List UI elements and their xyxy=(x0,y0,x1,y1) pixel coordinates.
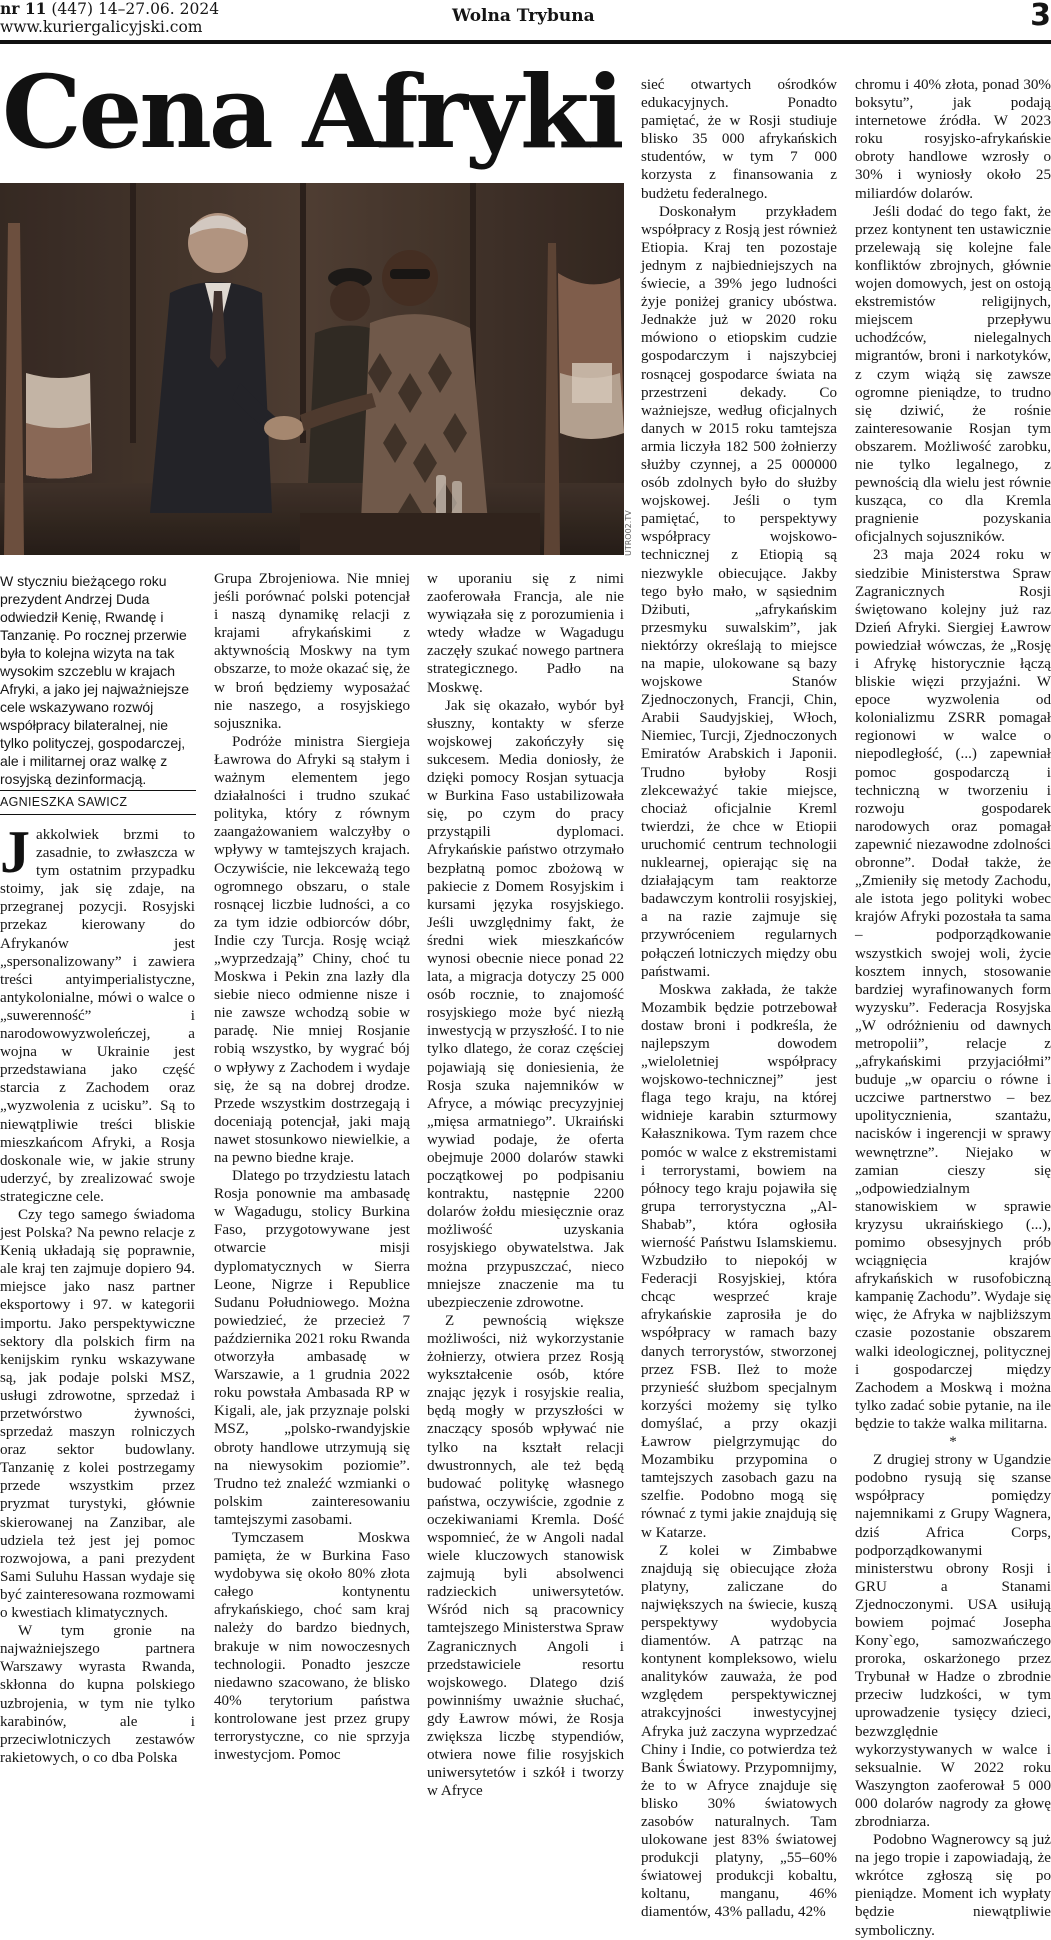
byline-rule-top xyxy=(0,790,196,791)
issue-number: nr 11 xyxy=(0,0,47,18)
col1-p1-text: akkolwiek brzmi to zasadnie, to zwłaszcza w tym ostatnim przypadku stoimy, jak się zdaje, na przegranej pozycji. Rosyjski przekaz kierowany do Afrykanów jest „spersonalizowany” i zawiera treści antyimperialistyczne, antykolonialne, mówi o walce o „suwerenność” i narodowowyzwoleńczej, a wojna w Ukrainie jest przedstawiana jako część starcia z Zachodem oraz „wyzwolenia z ucisku”. Są to niewątpliwie treści bliskie mieszkańcom Afryki, a Rosja doskonale wie, w jakie struny uderzyć, by zrealizować swoje strategiczne cele. xyxy=(0,827,195,1205)
handshake-photo-illustration xyxy=(0,183,624,555)
col1-paragraph-1 xyxy=(0,819,195,1206)
website-link[interactable]: www.kuriergalicyjski.com xyxy=(0,18,203,36)
dropcap: J xyxy=(0,819,30,885)
masthead xyxy=(0,0,1051,44)
byline: AGNIESZKA SAWICZ xyxy=(0,795,128,809)
col4-paragraph-4: Z kolei w Zimbabwe znajdują się obiecujące złoża platyny, zaliczane do największych na świecie, kuszą perspektywy wydobycia diamentów. A patrząc na kontynent kompleksowo, wielu analityków zauważa, że pod względem perspektywicznej atrakcyjności inwestycyjnej Afryka już zaczyna wyprzedzać Chiny i Indie, co potwierdza też Bank Światowy. Przypomnijmy, że to w Afryce znajduje się blisko 30% światowych zasobów naturalnych. Tam ulokowane jest 83% światowej produkcji platyny, „55–60% światowej produkcji kobaltu, koltanu, manganu, 46% diamentów, 43% palladu, 42% xyxy=(641,1542,837,1921)
column-5 xyxy=(855,76,1051,1939)
col3-paragraph-2: Jak się okazało, wybór był słuszny, kontakty w sferze wojskowej zakończyły się sukcesem. Media doniosły, że dzięki pomocy Rosjan sytuacja w Burkina Faso ustabilizowała się, po czym do pracy przystąpili dyplomaci. Afrykańskie państwo otrzymało bezpłatną pomoc zbożową w pakiecie z Domem Rosyjskim i kursami języka rosyjskiego. Jeśli uwzględnimy fakt, że średni wiek mieszkańców wynosi obecnie niece ponad 22 lata, a migracja dotyczy 25 000 osób rocznie, to znajomość rosyjskiego może być niezłą inwestycją w przyszłość. I to nie tylko dlatego, że coraz częściej pojawiają się doniesienia, że Rosja szuka najemników w Afryce, a mówiąc precyzyjniej „mięsa armatniego”. Ukraiński wywiad podaje, że oferta obejmuje 2000 dolarów stawki początkowej po podpisaniu kontraktu, następnie 2200 dolarów żołdu miesięcznie oraz możliwość uzyskania rosyjskiego obywatelstwa. Jak można przypuszczać, nieco mniejsze znaczenie ma tu ubezpieczenie zdrowotne. xyxy=(427,697,624,1311)
col5-paragraph-4: Z drugiej strony w Ugandzie podobno rysują się szanse współpracy pomiędzy najemnikami z Grupy Wagnera, dziś Africa Corps, podporządkowanymi ministerstwu obrony Rosji i GRU a Stanami Zjednoczonymi. USA usiłują bowiem pojmać Josepha Kony`ego, samozwańczego proroka, oskarżonego przez Trybunał w Hadze o zbrodnie przeciw ludzkości, w tym uprowadzenie tysięcy dzieci, bezwzględnie wykorzystywanych w walce i seksualnie. W 2022 roku Waszyngton zaoferował 5 000 000 dolarów nagrody za głowę zbrodniarza. xyxy=(855,1452,1051,1830)
issue-dates: (447) 14–27.06. 2024 xyxy=(46,0,220,18)
col2-paragraph-1: Grupa Zbrojeniowa. Nie mniej jeśli porównać polski potencjał i naszą dynamikę relacji z krajami afrykańskimi z aktywnością Moskwy na tym obszarze, to może okazać się, że w broń będziemy wyposażać nie naszego, a rosyjskiego sojusznika. xyxy=(214,571,410,732)
col1-paragraph-3: W tym gronie na najważniejszego partnera Warszawy wyrasta Rwanda, skłonna do kupna polskiego uzbrojenia, w tym nie tylko karabinów, ale i przeciwlotniczych zestawów rakietowych, o co dba Polska xyxy=(0,1623,195,1766)
column-4 xyxy=(641,76,837,1921)
column-3 xyxy=(427,570,625,1800)
article-photo xyxy=(0,183,624,555)
col5-paragraph-5: Podobno Wagnerowcy są już na jego tropie i zapowiadają, że wkrótce zgłoszą się po pieniądze. Moment ich wypłaty będzie niewątpliwie symboliczny. xyxy=(855,1832,1051,1939)
byline-rule-bottom xyxy=(0,814,196,815)
section-separator: * xyxy=(949,1434,957,1451)
col3-paragraph-1: w uporaniu się z nimi zaoferowała Francja, ale nie wywiązała się z porozumienia i wtedy władze w Wagadugu zaczęły szukać nowego partnera strategicznego. Padło na Moskwę. xyxy=(427,571,624,696)
page-number: 3 xyxy=(1030,0,1051,33)
column-1 xyxy=(0,819,195,1766)
col2-paragraph-2: Podróże ministra Siergieja Ławrowa do Afryki są stałym i ważnym elementem jego działalności i trudno szukać polityka, który z równym zaangażowaniem walczyłby o wpływy w tamtejszych krajach. Oczywiście, nie lekceważą tego ogromnego obszaru, o stale rosnącej liczbie ludności, a co za tym idzie odbiorców dóbr, Indie czy Turcja. Rosję wciąż „wyprzedzają” Chiny, choć tu Moskwa i Pekin zna lazły dla siebie nieco odmienne nisze i nie zawsze wchodzą sobie w paradę. Nie mniej Rosjanie robią wszystko, by wygrać bój o wpływy z Zachodem i wydaje się, że są na dobrej drodze. Przede wszystkim dostrzegają i doceniają potencjał, jaki mają nawet stosunkowo niewielkie, a na pewno biedne kraje. xyxy=(214,733,410,1166)
col4-paragraph-1: sieć otwartych ośrodków edukacyjnych. Ponadto pamiętać, że w Rosji studiuje blisko 35 000 afrykańskich studentów, w tym 7 000 korzysta z finansowania z budżetu federalnego. xyxy=(641,77,837,202)
col4-paragraph-3: Moskwa zakłada, że także Mozambik będzie potrzebował dostaw broni i podkreśla, że najlepszym dowodem „wieloletniej współpracy wojskowo-technicznej” jest flaga tego kraju, na której widnieje karabin szturmowy Kałasznikowa. Tym razem chce pomóc w walce z ekstremistami i terrorystami, bowiem na północy tego kraju pojawiła się grupa terrorystyczna „Al-Shabab”, która ogłosiła wierność Państwu Islamskiemu. Wzbudziło to niepokój w Federacji Rosyjskiej, która chcąc wesprzeć kraje afrykańskie zaprosiła je do współpracy w ramach bazy danych terrorystów, stworzonej przez FSB. Ileż to może przynieść służbom specjalnym korzyści możemy się tylko domyślać, a przy okazji Ławrow pielgrzymując do Mozambiku przypomina o tamtejszych zasobach gazu na szelfie. Podobno mogą się równać z tymi jakie znajdują się w Katarze. xyxy=(641,981,837,1541)
headline: Cena Afryki xyxy=(2,53,622,171)
col5-paragraph-1: chromu i 40% złota, ponad 30% boksytu”, jak podają internetowe źródła. W 2023 roku rosyjsko-afrykańskie obroty handlowe wzrosły o 30% i wyniosły około 25 miliardów dolarów. xyxy=(855,77,1051,202)
col2-paragraph-3: Dlatego po trzydziestu latach Rosja ponownie ma ambasadę w Wagadugu, stolicy Burkina Faso, przygotowywane jest otwarcie misji dyplomatycznych w Sierra Leone, Nigrze i Republice Sudanu Południowego. Można powiedzieć, że przecież 7 października 2021 roku Rwanda otworzyła ambasadę w Warszawie, a 1 grudnia 2022 roku powstała Ambasada RP w Kigali, ale, jak przyznaje polski MSZ, „polsko-rwandyjskie obroty handlowe utrzymują się na niewysokim poziomie”. Trudno też znaleźć wzmianki o polskim zainteresowaniu tamtejszymi zasobami. xyxy=(214,1168,410,1528)
col5-paragraph-3: 23 maja 2024 roku w siedzibie Ministerstwa Spraw Zagranicznych Rosji świętowano kolejny już raz Dzień Afryki. Siergiej Ławrow powiedział wówczas, że „Rosję i Afrykę historycznie łączą bliskie więzi przyjaźni. W epoce wyzwolenia od kolonializmu ZSRR pomagał regionowi w walce o niepodległość, (...) zapewniał pomoc gospodarczą i techniczną w tworzeniu i rozwoju gospodarek narodowych oraz pomagał zapewnić niezawodne zdolności obronne”. Dodał także, że „Zmieniły się metody Zachodu, ale istota jego polityki wobec krajów Afryki pozostała ta sama – podporządkowanie wszystkich swojej woli, życie kosztem innych, stosowanie bardziej wyrafinowanych form wyzysku”. Federacja Rosyjska „W odróżnieniu od dawnych metropolii”, relacje z „afrykańskimi przyjaciółmi” buduje „w oparciu o równe i uczciwe partnerstwo – bez upolitycznienia, szantażu, nacisków i ingerencji w sprawy wewnętrzne”. Niejako w zamian cieszy się „odpowiedzialnym stanowiskiem w sprawie kryzysu ukraińskiego (...), pomimo obsesyjnych prób wciągnięcia krajów afrykańskich w rusofobiczną kampanię Zachodu”. Wydaje się więc, że Afryka w najbliższym czasie pozostanie obszarem walki ideologicznej, politycznej i gospodarczej między Zachodem a Moskwą i można tylko zadać sobie pytanie, na ile będzie to także walka militarna. xyxy=(855,547,1051,1432)
section-title: Wolna Trybuna xyxy=(452,6,595,26)
col3-paragraph-3: Z pewnością większe możliwości, niż wykorzystanie żołnierzy, otwiera przez Rosją wykształcenie osób, które znając język i rosyjskie realia, będą mogły w przyszłości w znaczący sposób wpływać nie tylko na kształt relacji dwustronnych, ale też będą budować politykę własnego państwa, oczywiście, zgodnie z oczekiwaniami Kremla. Dość wspomnieć, że w Angoli nadal wiele kluczowych stanowisk zajmują byli absolwenci radzieckich uniwersytetów. Wśród nich są pracownicy tamtejszego Ministerstwa Spraw Zagranicznych Angoli i przedstawiciele resortu wojskowego. Dlatego dziś powinniśmy uważnie słuchać, gdy Ławrow mówi, że Rosja zwiększa liczbę stypendiów, otwiera nowe filie rosyjskich uniwersytetów i szkół i tworzy w Afryce xyxy=(427,1312,625,1800)
top-rule xyxy=(0,40,1051,44)
col5-paragraph-2: Jeśli dodać do tego fakt, że przez kontynent ten ustawicznie przelewają się kolejne fale konfliktów zbrojnych, głównie wojen domowych, jest on ostoją ekstremistów religijnych, miejscem przepływu uchodźców, nielegalnych migrantów, broni i narkotyków, z czym wiążą się zawsze ogromne pieniądze, to trudno się dziwić, że rośnie zainteresowanie Rosjan tym obszarem. Możliwość zarobku, nie tylko legalnego, z pewnością dla wielu jest równie kusząca, co dla Kremla pragnienie pozyskania oficjalnych sojuszników. xyxy=(855,203,1051,546)
issue-info xyxy=(0,0,219,36)
col4-paragraph-2: Doskonałym przykładem współpracy z Rosją jest również Etiopia. Kraj ten pozostaje jednym z najbiedniejszych na świecie, a 39% jego ludności żyje poniżej granicy ubóstwa. Jednakże już w 2020 roku mówiono o etiopskim cudzie gospodarczym i najszybciej rosnącej gospodarce świata na przestrzeni dekady. Co ważniejsze, według oficjalnych danych w 2015 roku tamtejsza armia liczyła 182 500 żołnierzy służby czynnej, a 25 000000 osób zdolnych było do służby wojskowej. Jeśli o tym pamiętać, to perspektywy współpracy wojskowo-technicznej z Etiopią są niezwykle obiecujące. Jakby tego było mało, w sąsiednim Dżibuti, „afrykańskim przesmyku suwalskim”, jak niektórzy określają to miejsce na mapie, ulokowane są bazy wojskowe Stanów Zjednoczonych, Francji, Chin, Arabii Saudyjskiej, Włoch, Niemiec, Turcji, Zjednoczonych Emiratów Arabskich i Japonii. Trudno byłoby Rosji zlekceważyć takie miejsce, chociaż oficjalnie Kreml twierdzi, że chce w Etiopii uruchomić centrum technologii nuklearnej, opierając się na działającym tam reaktorze badawczym kontrolii rosyjskiej, a na razie zajmuje się przywróceniem regularnych połączeń lotniczych między obu państwami. xyxy=(641,203,837,980)
col2-paragraph-4: Tymczasem Moskwa pamięta, że w Burkina Faso wydobywa się około 80% złota całego kontynentu afrykańskiego, choć sam kraj należy do bardzo biednych, brakuje w nim nowoczesnych technologii. Ponadto jeszcze niedawno szacowano, że blisko 40% terytorium państwa kontrolowane jest przez grupy terrorystyczne, co nie sprzyja inwestycjom. Pomoc xyxy=(214,1529,410,1764)
photo-credit: UTRO02.TV xyxy=(624,510,633,556)
article-lead: W styczniu bieżącego roku prezydent Andrzej Duda odwiedził Kenię, Rwandę i Tanzanię. Po rocznej przerwie była to kolejna wizyta na tak wysokim szczeblu w krajach Afryki, a jako jej najważniejsze cele wskazywano rozwój współpracy bilateralnej, nie tylko polityczej, gospodarczej, ale i militarnej oraz walkę z rosyjską dezinformacją. xyxy=(0,573,190,787)
col1-paragraph-2: Czy tego samego świadoma jest Polska? Na pewno relacje z Kenią układają się poprawnie, ale kraj ten zajmuje dopiero 94. miejsce jako nasz partner eksportowy i 97. w kategorii importu. Jako perspektywiczne sektory dla polskich firm na kenijskim rynku wskazywane są, jak podaje polski MSZ, usługi zdrowotne, sprzedaż i przetwórstwo żywności, sprzedaż maszyn rolniczych oraz sektor budowlany. Tanzanię z kolei postrzegamy przede wszystkim przez pryzmat turystyki, głównie skierowanej na Zanzibar, ale udziela też jest jej pomoc rozwojowa, a pani prezydent Sami Suluhu Hassan wydaje się być zainteresowana rozmowami o kwestiach klimatycznych. xyxy=(0,1206,195,1622)
column-2 xyxy=(214,570,410,1764)
